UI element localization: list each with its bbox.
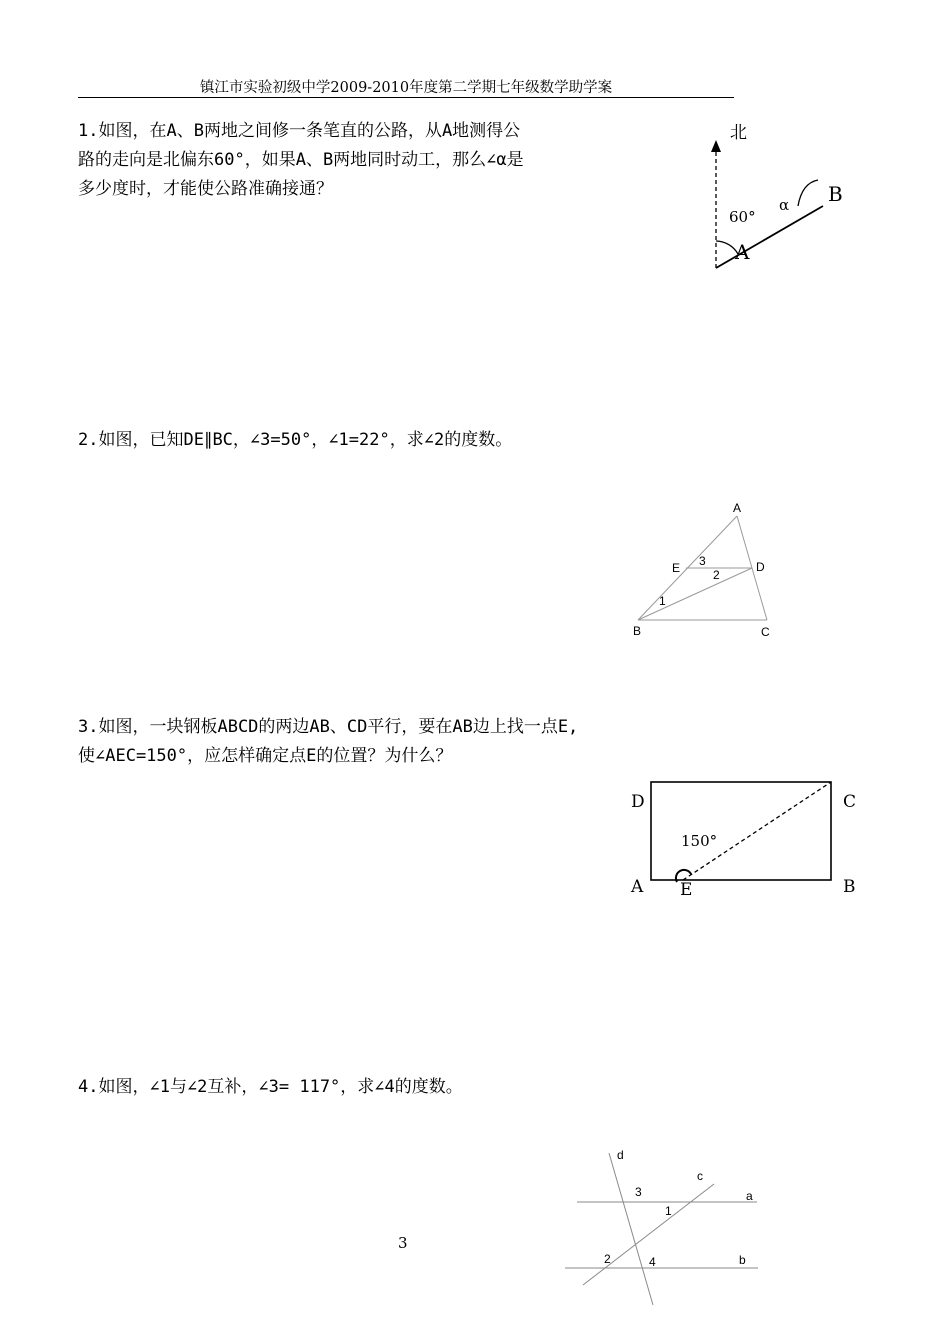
question-2-line-1: 2.如图，已知DE∥BC，∠3=50°，∠1=22°，求∠2的度数。 — [78, 430, 513, 450]
fig4-line-c-label: c — [697, 1169, 703, 1183]
fig2-point-a: A — [733, 501, 742, 515]
question-1-line-3: 多少度时，才能使公路准确接通？ — [78, 179, 333, 199]
fig2-point-b: B — [633, 624, 642, 638]
fig4-angle-3: 3 — [635, 1185, 642, 1199]
north-arrow-icon — [711, 140, 721, 152]
fig2-point-e: E — [672, 561, 681, 575]
fig4-line-a-label: a — [746, 1189, 753, 1203]
north-label: 北 — [730, 123, 747, 143]
fig2-point-d: D — [756, 560, 765, 574]
fig3-point-e: E — [680, 880, 693, 900]
segment-bd — [638, 568, 752, 620]
fig3-angle-label: 150° — [681, 832, 718, 850]
page-number: 3 — [398, 1234, 408, 1252]
steel-plate-rect — [651, 782, 831, 880]
page-header: 镇江市实验初级中学2009-2010年度第二学期七年级数学助学案 — [199, 80, 613, 96]
fig3-point-c: C — [843, 792, 857, 812]
fig4-angle-1: 1 — [665, 1204, 672, 1218]
point-a-label: A — [735, 240, 750, 264]
fig3-point-d: D — [631, 792, 645, 812]
question-1-line-2: 路的走向是北偏东60°，如果A、B两地同时动工，那么∠α是 — [78, 150, 524, 170]
point-b-label: B — [828, 182, 843, 206]
figure-4 — [565, 1153, 758, 1305]
fig4-angle-2: 2 — [604, 1252, 611, 1266]
angle-alpha-arc — [798, 180, 818, 206]
question-1-line-1: 1.如图，在A、B两地之间修一条笔直的公路，从A地测得公 — [78, 121, 521, 141]
fig3-point-a: A — [631, 877, 644, 897]
fig2-angle-2: 2 — [713, 568, 720, 582]
fig2-angle-3: 3 — [699, 554, 706, 568]
figure-2 — [638, 516, 767, 620]
fig2-angle-1: 1 — [659, 594, 666, 608]
question-3-line-1: 3.如图，一块钢板ABCD的两边AB、CD平行，要在AB边上找一点E, — [78, 717, 579, 737]
figure-3 — [630, 782, 856, 900]
segment-ec — [683, 782, 831, 880]
question-3-line-2: 使∠AEC=150°，应怎样确定点E的位置？为什么？ — [78, 746, 453, 766]
figure-1 — [711, 123, 843, 268]
fig4-line-b-label: b — [739, 1253, 746, 1267]
fig4-angle-4: 4 — [649, 1255, 656, 1269]
alpha-label: α — [779, 196, 790, 214]
line-c — [583, 1184, 714, 1285]
angle-60-label: 60° — [729, 208, 756, 226]
fig2-point-c: C — [761, 625, 770, 639]
fig3-point-b: B — [843, 877, 856, 897]
line-d — [609, 1153, 653, 1305]
fig4-line-d-label: d — [617, 1148, 624, 1162]
question-4-line-1: 4.如图，∠1与∠2互补，∠3= 117°，求∠4的度数。 — [78, 1077, 463, 1097]
